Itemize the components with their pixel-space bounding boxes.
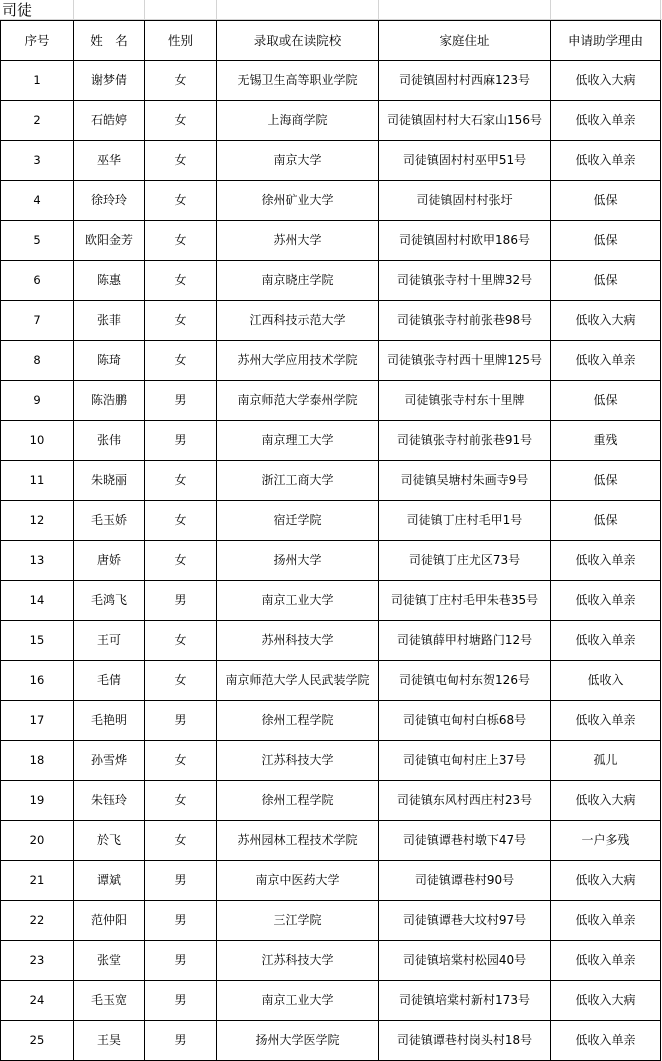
cell-address[interactable]: 司徒镇张寺村前张巷91号: [379, 421, 551, 461]
table-row: [1, 381, 661, 421]
cell-name[interactable]: 陈浩鹏: [74, 381, 145, 421]
table-row: [1, 621, 661, 661]
cell-index[interactable]: 15: [1, 621, 74, 661]
cell-gender[interactable]: 女: [145, 781, 217, 821]
cell-index[interactable]: 25: [1, 1021, 74, 1061]
cell-gender[interactable]: 女: [145, 221, 217, 261]
table-row: [1, 421, 661, 461]
table-row: [1, 861, 661, 901]
table-row: [1, 461, 661, 501]
cell-address[interactable]: 司徒镇张寺村西十里牌125号: [379, 341, 551, 381]
cell-gender[interactable]: 男: [145, 1021, 217, 1061]
cell-name[interactable]: 张菲: [74, 301, 145, 341]
title-row-gridline: [550, 0, 551, 20]
table-row: [1, 781, 661, 821]
cell-name[interactable]: 石皓婷: [74, 101, 145, 141]
header-gender[interactable]: 性别: [145, 21, 217, 61]
cell-school[interactable]: 南京晓庄学院: [217, 261, 379, 301]
cell-index[interactable]: 3: [1, 141, 74, 181]
cell-address[interactable]: 司徒镇丁庄村毛甲1号: [379, 501, 551, 541]
cell-index[interactable]: 18: [1, 741, 74, 781]
cell-index[interactable]: 5: [1, 221, 74, 261]
cell-index[interactable]: 16: [1, 661, 74, 701]
cell-school[interactable]: 江西科技示范大学: [217, 301, 379, 341]
cell-index[interactable]: 14: [1, 581, 74, 621]
cell-reason[interactable]: 低收入大病: [551, 981, 661, 1021]
table-row: [1, 501, 661, 541]
cell-name[interactable]: 於飞: [74, 821, 145, 861]
cell-name[interactable]: 唐娇: [74, 541, 145, 581]
cell-school[interactable]: 上海商学院: [217, 101, 379, 141]
cell-address[interactable]: 司徒镇东风村西庄村23号: [379, 781, 551, 821]
cell-name[interactable]: 谢梦倩: [74, 61, 145, 101]
cell-name[interactable]: 徐玲玲: [74, 181, 145, 221]
table-row: [1, 701, 661, 741]
cell-gender[interactable]: 女: [145, 821, 217, 861]
title-row-gridline: [0, 0, 662, 20]
cell-reason[interactable]: 低收入大病: [551, 861, 661, 901]
cell-reason[interactable]: 低收入单亲: [551, 701, 661, 741]
cell-index[interactable]: 9: [1, 381, 74, 421]
table-row: [1, 181, 661, 221]
cell-reason[interactable]: 低收入单亲: [551, 101, 661, 141]
table-row: [1, 301, 661, 341]
cell-school[interactable]: 南京工业大学: [217, 581, 379, 621]
cell-reason[interactable]: 低保: [551, 381, 661, 421]
cell-gender[interactable]: 女: [145, 741, 217, 781]
cell-gender[interactable]: 女: [145, 141, 217, 181]
header-reason[interactable]: 申请助学理由: [551, 21, 661, 61]
table-row: [1, 61, 661, 101]
cell-address[interactable]: 司徒镇屯甸村白栎68号: [379, 701, 551, 741]
table-row: [1, 581, 661, 621]
cell-name[interactable]: 欧阳金芳: [74, 221, 145, 261]
cell-index[interactable]: 12: [1, 501, 74, 541]
cell-gender[interactable]: 男: [145, 381, 217, 421]
cell-gender[interactable]: 女: [145, 181, 217, 221]
cell-school[interactable]: 徐州工程学院: [217, 701, 379, 741]
cell-address[interactable]: 司徒镇吴塘村朱画寺9号: [379, 461, 551, 501]
cell-name[interactable]: 王昊: [74, 1021, 145, 1061]
cell-gender[interactable]: 女: [145, 541, 217, 581]
table-row: [1, 261, 661, 301]
cell-gender[interactable]: 女: [145, 61, 217, 101]
cell-gender[interactable]: 男: [145, 421, 217, 461]
cell-index[interactable]: 11: [1, 461, 74, 501]
cell-name[interactable]: 毛玉娇: [74, 501, 145, 541]
cell-index[interactable]: 17: [1, 701, 74, 741]
cell-reason[interactable]: 低收入: [551, 661, 661, 701]
title-row-gridline: [216, 0, 217, 20]
cell-address[interactable]: 司徒镇谭巷村90号: [379, 861, 551, 901]
table-row: [1, 141, 661, 181]
cell-school[interactable]: 三江学院: [217, 901, 379, 941]
cell-reason[interactable]: 低收入单亲: [551, 581, 661, 621]
cell-school[interactable]: 浙江工商大学: [217, 461, 379, 501]
table-body: [1, 61, 661, 1061]
cell-school[interactable]: 南京师范大学泰州学院: [217, 381, 379, 421]
table-row: [1, 901, 661, 941]
cell-reason[interactable]: 低保: [551, 181, 661, 221]
cell-index[interactable]: 1: [1, 61, 74, 101]
header-address[interactable]: 家庭住址: [379, 21, 551, 61]
cell-address[interactable]: 司徒镇谭巷村墩下47号: [379, 821, 551, 861]
cell-address[interactable]: 司徒镇屯甸村庄上37号: [379, 741, 551, 781]
cell-index[interactable]: 24: [1, 981, 74, 1021]
cell-reason[interactable]: 低收入大病: [551, 781, 661, 821]
cell-address[interactable]: 司徒镇谭巷村岗头村18号: [379, 1021, 551, 1061]
cell-school[interactable]: 江苏科技大学: [217, 741, 379, 781]
cell-gender[interactable]: 男: [145, 941, 217, 981]
cell-reason[interactable]: 重残: [551, 421, 661, 461]
cell-school[interactable]: 南京理工大学: [217, 421, 379, 461]
cell-name[interactable]: 毛玉宽: [74, 981, 145, 1021]
table-row: [1, 941, 661, 981]
cell-name[interactable]: 谭斌: [74, 861, 145, 901]
cell-gender[interactable]: 男: [145, 581, 217, 621]
cell-name[interactable]: 王可: [74, 621, 145, 661]
cell-reason[interactable]: 低保: [551, 461, 661, 501]
cell-index[interactable]: 2: [1, 101, 74, 141]
cell-school[interactable]: 苏州科技大学: [217, 621, 379, 661]
cell-address[interactable]: 司徒镇丁庄村毛甲朱巷35号: [379, 581, 551, 621]
cell-school[interactable]: 徐州工程学院: [217, 781, 379, 821]
table-row: [1, 821, 661, 861]
student-aid-table: [0, 20, 661, 1061]
cell-name[interactable]: 张伟: [74, 421, 145, 461]
cell-index[interactable]: 10: [1, 421, 74, 461]
cell-index[interactable]: 7: [1, 301, 74, 341]
cell-gender[interactable]: 男: [145, 901, 217, 941]
cell-reason[interactable]: 低保: [551, 221, 661, 261]
cell-reason[interactable]: 一户多残: [551, 821, 661, 861]
cell-school[interactable]: 南京大学: [217, 141, 379, 181]
header-name[interactable]: 姓 名: [74, 21, 145, 61]
title-row-gridline: [660, 0, 661, 20]
cell-reason[interactable]: 低收入单亲: [551, 341, 661, 381]
cell-address[interactable]: 司徒镇固村村张圩: [379, 181, 551, 221]
cell-name[interactable]: 朱晓丽: [74, 461, 145, 501]
cell-school[interactable]: 扬州大学: [217, 541, 379, 581]
cell-gender[interactable]: 女: [145, 101, 217, 141]
cell-address[interactable]: 司徒镇培棠村松园40号: [379, 941, 551, 981]
cell-school[interactable]: 南京中医药大学: [217, 861, 379, 901]
cell-reason[interactable]: 低保: [551, 261, 661, 301]
cell-gender[interactable]: 男: [145, 701, 217, 741]
cell-name[interactable]: 孙雪烨: [74, 741, 145, 781]
table-row: [1, 101, 661, 141]
cell-school[interactable]: 宿迁学院: [217, 501, 379, 541]
cell-index[interactable]: 19: [1, 781, 74, 821]
cell-school[interactable]: 无锡卫生高等职业学院: [217, 61, 379, 101]
cell-address[interactable]: 司徒镇张寺村前张巷98号: [379, 301, 551, 341]
cell-index[interactable]: 22: [1, 901, 74, 941]
cell-address[interactable]: 司徒镇丁庄尤区73号: [379, 541, 551, 581]
cell-name[interactable]: 毛倩: [74, 661, 145, 701]
header-school[interactable]: 录取或在读院校: [217, 21, 379, 61]
cell-school[interactable]: 苏州园林工程技术学院: [217, 821, 379, 861]
cell-name[interactable]: 张堂: [74, 941, 145, 981]
table-row: [1, 541, 661, 581]
cell-school[interactable]: 江苏科技大学: [217, 941, 379, 981]
cell-address[interactable]: 司徒镇张寺村东十里牌: [379, 381, 551, 421]
cell-school[interactable]: 苏州大学: [217, 221, 379, 261]
cell-address[interactable]: 司徒镇屯甸村东贺126号: [379, 661, 551, 701]
cell-name[interactable]: 毛艳明: [74, 701, 145, 741]
cell-gender[interactable]: 女: [145, 301, 217, 341]
table-row: [1, 221, 661, 261]
cell-gender[interactable]: 男: [145, 981, 217, 1021]
cell-index[interactable]: 21: [1, 861, 74, 901]
cell-reason[interactable]: 低收入单亲: [551, 1021, 661, 1061]
title-row-gridline: [73, 0, 74, 20]
cell-address[interactable]: 司徒镇培棠村新村173号: [379, 981, 551, 1021]
cell-reason[interactable]: 低收入大病: [551, 301, 661, 341]
cell-index[interactable]: 20: [1, 821, 74, 861]
cell-gender[interactable]: 女: [145, 461, 217, 501]
cell-reason[interactable]: 低收入单亲: [551, 141, 661, 181]
header-row: [1, 21, 661, 61]
table-row: [1, 341, 661, 381]
cell-address[interactable]: 司徒镇固村村欧甲186号: [379, 221, 551, 261]
cell-index[interactable]: 4: [1, 181, 74, 221]
cell-reason[interactable]: 低保: [551, 501, 661, 541]
cell-reason[interactable]: 孤儿: [551, 741, 661, 781]
cell-school[interactable]: 徐州矿业大学: [217, 181, 379, 221]
cell-name[interactable]: 朱钰玲: [74, 781, 145, 821]
cell-address[interactable]: 司徒镇固村村大石家山156号: [379, 101, 551, 141]
cell-gender[interactable]: 女: [145, 261, 217, 301]
cell-reason[interactable]: 低收入单亲: [551, 941, 661, 981]
cell-reason[interactable]: 低收入大病: [551, 61, 661, 101]
cell-reason[interactable]: 低收入单亲: [551, 541, 661, 581]
cell-school[interactable]: 南京师范大学人民武装学院: [217, 661, 379, 701]
table-row: [1, 661, 661, 701]
cell-address[interactable]: 司徒镇谭巷大坟村97号: [379, 901, 551, 941]
table-row: [1, 1021, 661, 1061]
cell-index[interactable]: 13: [1, 541, 74, 581]
cell-address[interactable]: 司徒镇固村村西麻123号: [379, 61, 551, 101]
cell-name[interactable]: 陈惠: [74, 261, 145, 301]
header-index[interactable]: 序号: [1, 21, 74, 61]
cell-school[interactable]: 南京工业大学: [217, 981, 379, 1021]
cell-school[interactable]: 扬州大学医学院: [217, 1021, 379, 1061]
cell-gender[interactable]: 女: [145, 501, 217, 541]
cell-school[interactable]: 苏州大学应用技术学院: [217, 341, 379, 381]
table-row: [1, 981, 661, 1021]
cell-address[interactable]: 司徒镇张寺村十里牌32号: [379, 261, 551, 301]
cell-name[interactable]: 陈琦: [74, 341, 145, 381]
cell-reason[interactable]: 低收入单亲: [551, 901, 661, 941]
cell-gender[interactable]: 女: [145, 621, 217, 661]
cell-index[interactable]: 6: [1, 261, 74, 301]
cell-index[interactable]: 8: [1, 341, 74, 381]
cell-gender[interactable]: 男: [145, 861, 217, 901]
sheet-title[interactable]: 司徒: [2, 1, 33, 19]
cell-gender[interactable]: 女: [145, 341, 217, 381]
cell-name[interactable]: 毛鸿飞: [74, 581, 145, 621]
title-row-gridline: [144, 0, 145, 20]
cell-name[interactable]: 范仲阳: [74, 901, 145, 941]
title-row-gridline: [378, 0, 379, 20]
cell-reason[interactable]: 低收入单亲: [551, 621, 661, 661]
cell-index[interactable]: 23: [1, 941, 74, 981]
cell-address[interactable]: 司徒镇固村村巫甲51号: [379, 141, 551, 181]
cell-name[interactable]: 巫华: [74, 141, 145, 181]
cell-gender[interactable]: 女: [145, 661, 217, 701]
cell-address[interactable]: 司徒镇薛甲村塘路门12号: [379, 621, 551, 661]
table-row: [1, 741, 661, 781]
